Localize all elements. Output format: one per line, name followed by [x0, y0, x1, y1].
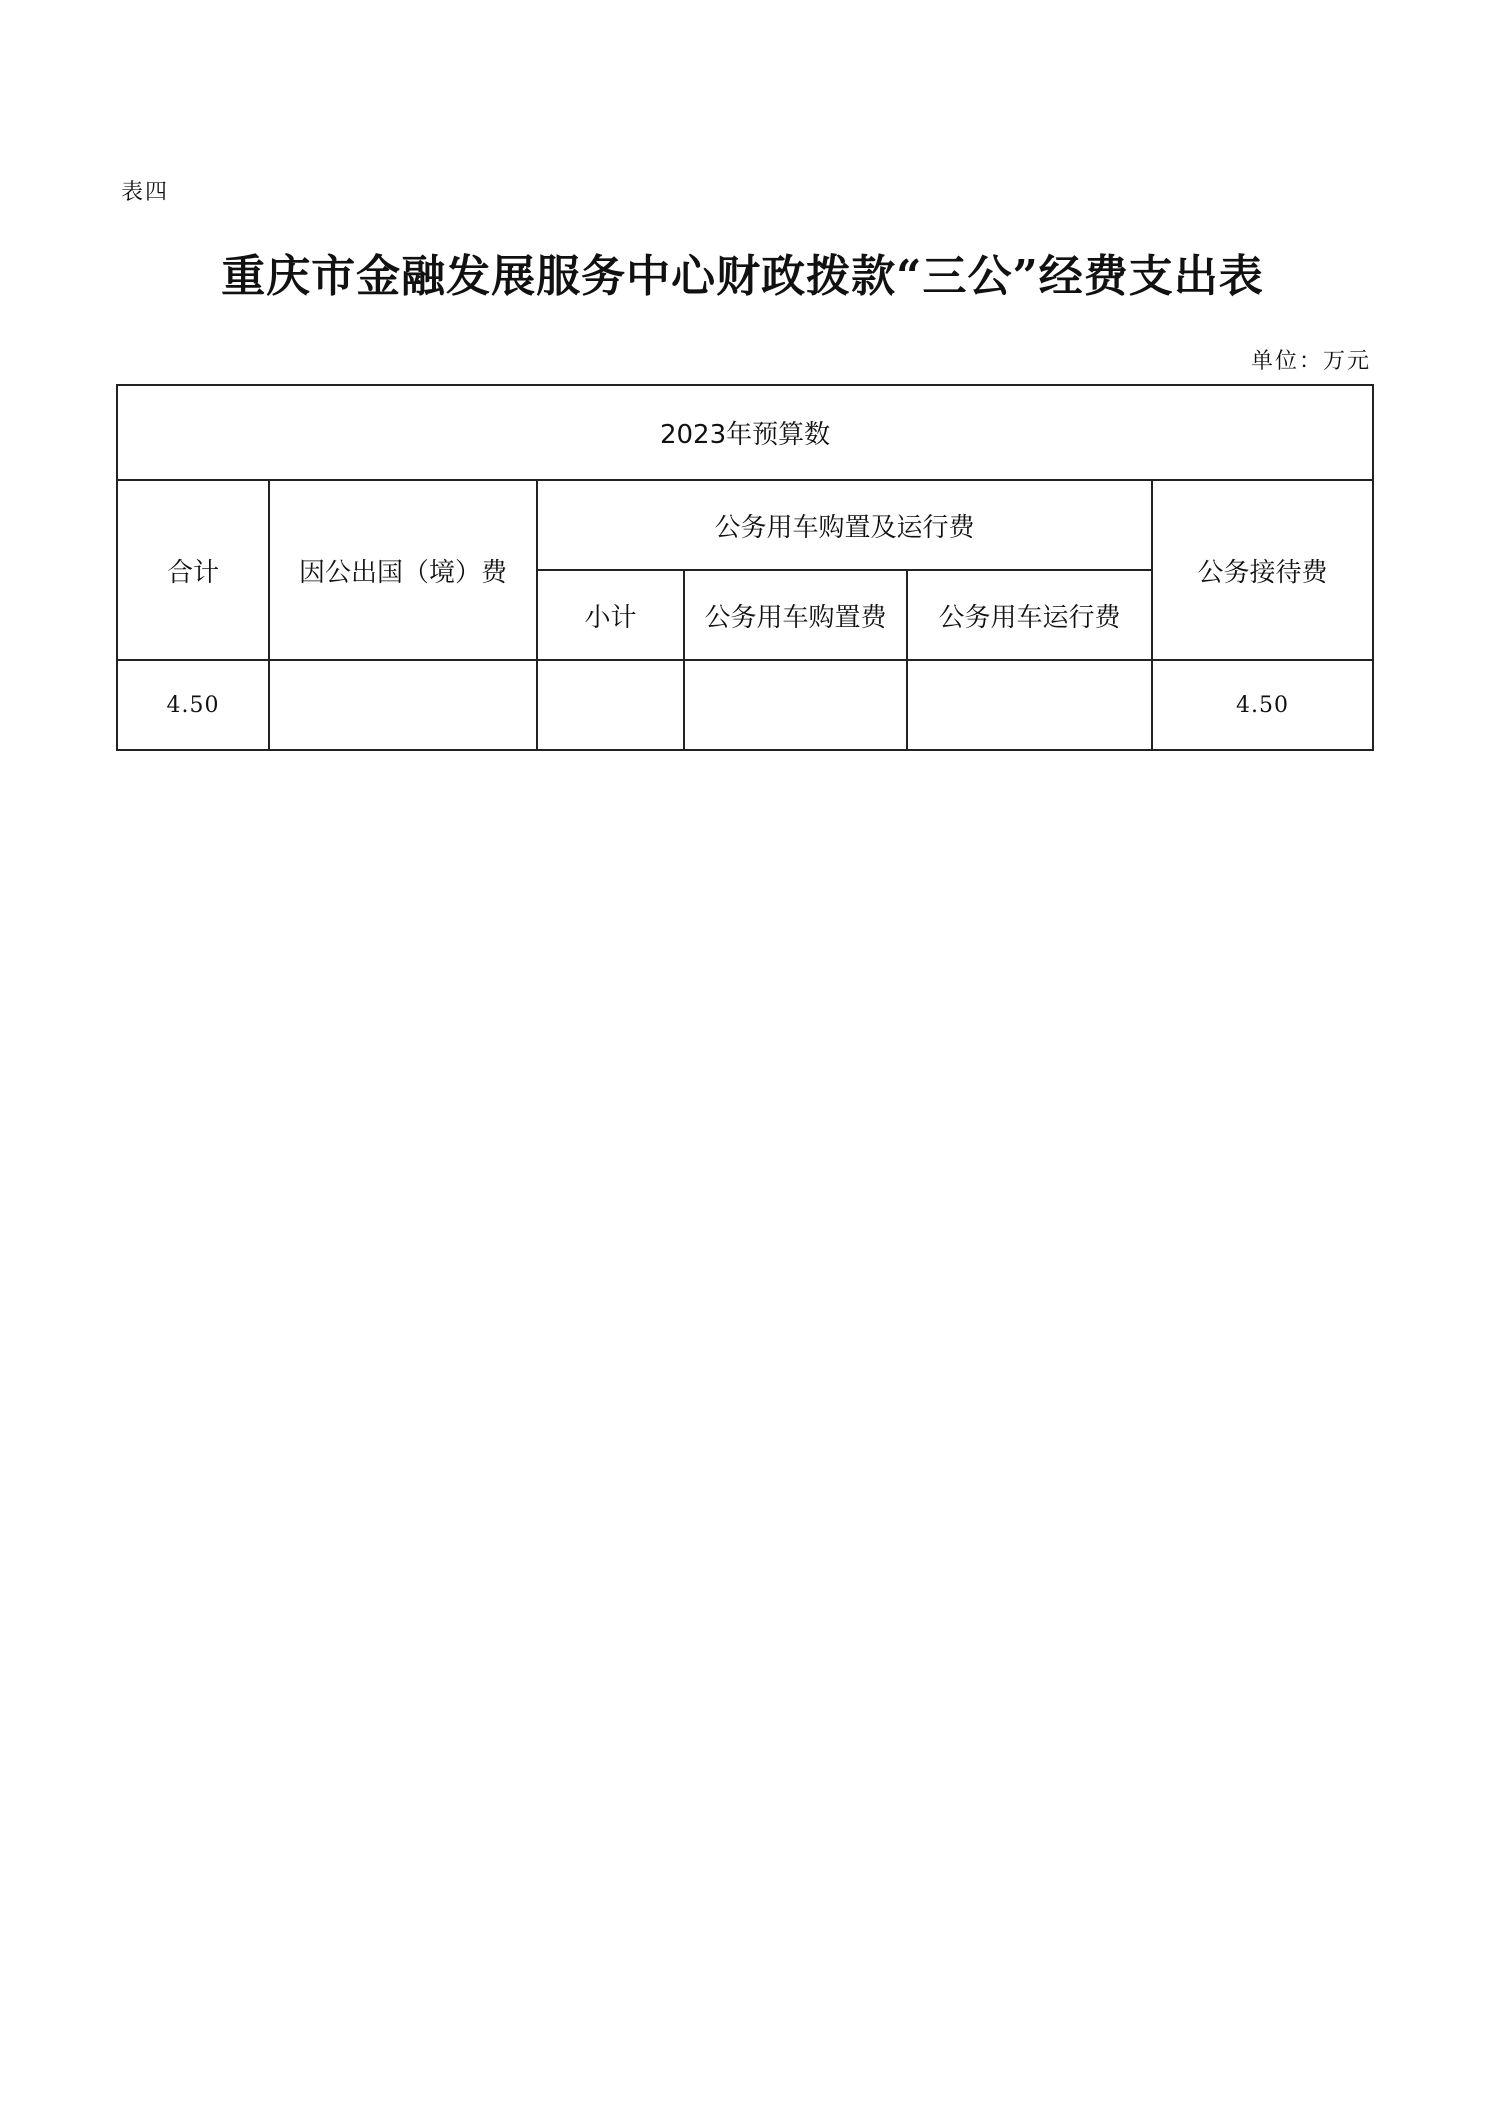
year-header: 2023年预算数 — [117, 385, 1373, 480]
cell-reception: 4.50 — [1152, 660, 1373, 750]
header-reception: 公务接待费 — [1152, 480, 1373, 660]
table-label: 表四 — [121, 180, 170, 205]
cell-total: 4.50 — [117, 660, 269, 750]
cell-vehicle-subtotal — [537, 660, 684, 750]
unit-label: 单位：万元 — [1250, 349, 1371, 374]
header-vehicle-group: 公务用车购置及运行费 — [537, 480, 1152, 570]
header-overseas: 因公出国（境）费 — [269, 480, 537, 660]
cell-vehicle-operation — [907, 660, 1152, 750]
budget-table — [116, 384, 1374, 751]
cell-overseas — [269, 660, 537, 750]
cell-vehicle-purchase — [684, 660, 907, 750]
header-total: 合计 — [117, 480, 269, 660]
header-vehicle-purchase: 公务用车购置费 — [684, 570, 907, 660]
table-row — [117, 660, 1373, 750]
header-row-1 — [117, 480, 1373, 570]
header-vehicle-operation: 公务用车运行费 — [907, 570, 1152, 660]
year-header-row — [117, 385, 1373, 480]
page-title: 重庆市金融发展服务中心财政拨款“三公”经费支出表 — [221, 251, 1264, 302]
header-vehicle-subtotal: 小计 — [537, 570, 684, 660]
